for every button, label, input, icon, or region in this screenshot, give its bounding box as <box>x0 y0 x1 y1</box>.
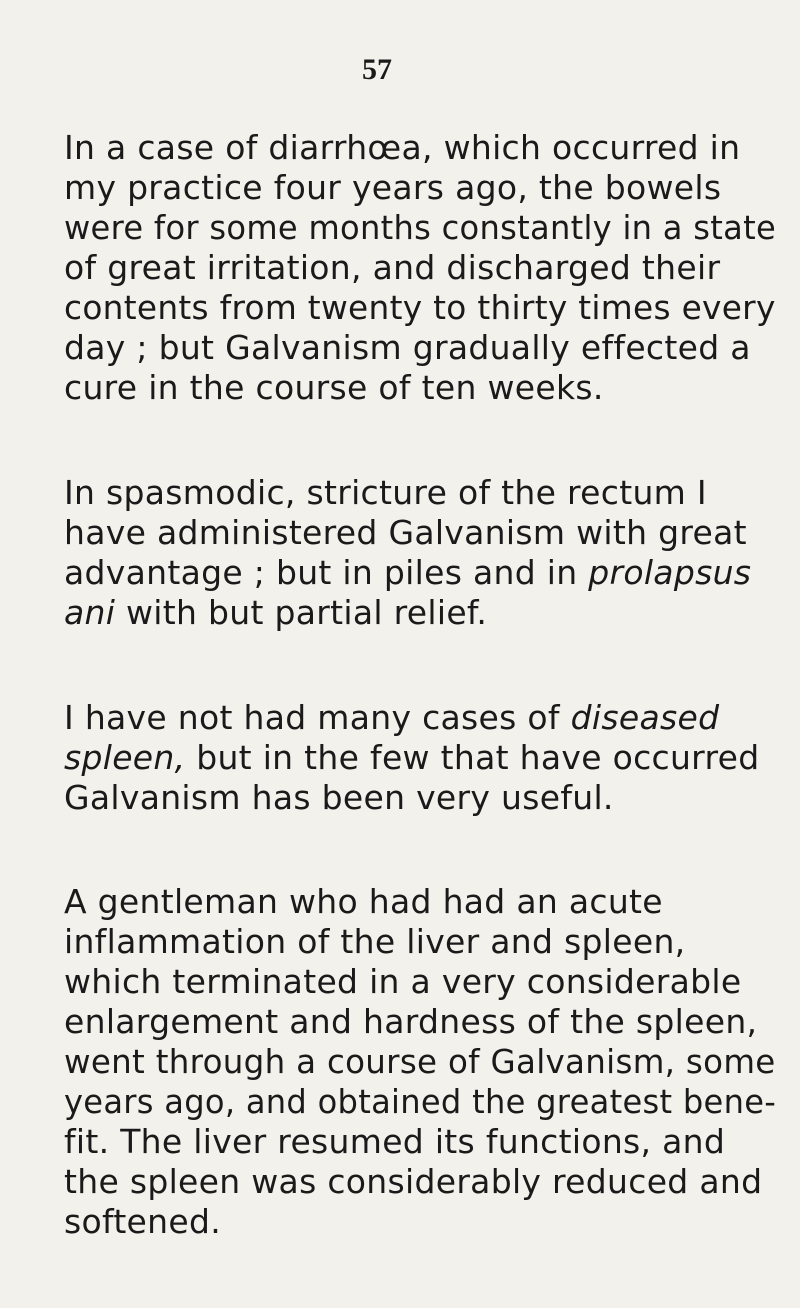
text-line: A gentleman who had had an acute <box>64 882 663 921</box>
text-line: fit. The liver resumed its functions, and <box>64 1122 726 1161</box>
text-segment: advantage ; but in piles and in <box>64 553 578 592</box>
text-line: the spleen was considerably reduced and <box>64 1162 763 1201</box>
text-line: contents from twenty to thirty times every <box>64 288 776 327</box>
italic-term: diseased <box>570 698 720 737</box>
text-line <box>64 698 719 738</box>
text-line: softened. <box>64 1202 222 1241</box>
text-line: of great irritation, and discharged their <box>64 248 721 287</box>
text-line: Galvanism has been very useful. <box>64 778 614 817</box>
text-line <box>64 738 759 778</box>
text-line: cure in the course of ten weeks. <box>64 368 604 407</box>
text-line: years ago, and obtained the greatest bene- <box>64 1082 777 1121</box>
text-line <box>64 593 487 633</box>
text-line: In a case of diarrhœa, which occurred in <box>64 128 741 167</box>
text-line: my practice four years ago, the bowels <box>64 168 722 207</box>
text-segment: I have not had many cases of <box>64 698 560 737</box>
text-line: went through a course of Galvanism, some <box>64 1042 776 1081</box>
text-line: which terminated in a very considerable <box>64 962 742 1001</box>
page-number: 57 <box>362 53 392 86</box>
text-line: have administered Galvanism with great <box>64 513 747 552</box>
text-line <box>64 553 751 593</box>
text-line: day ; but Galvanism gradually effected a <box>64 328 751 367</box>
text-segment: with but partial relief. <box>126 593 488 632</box>
text-line: were for some months constantly in a state <box>64 208 777 247</box>
text-segment: but in the few that have occurred <box>196 738 760 777</box>
text-line: In spasmodic, stricture of the rectum I <box>64 473 707 512</box>
text-line: enlargement and hardness of the spleen, <box>64 1002 758 1041</box>
text-line: inflammation of the liver and spleen, <box>64 922 686 961</box>
italic-term: spleen, <box>64 738 186 777</box>
italic-term: prolapsus <box>588 553 752 592</box>
italic-term: ani <box>64 593 116 632</box>
